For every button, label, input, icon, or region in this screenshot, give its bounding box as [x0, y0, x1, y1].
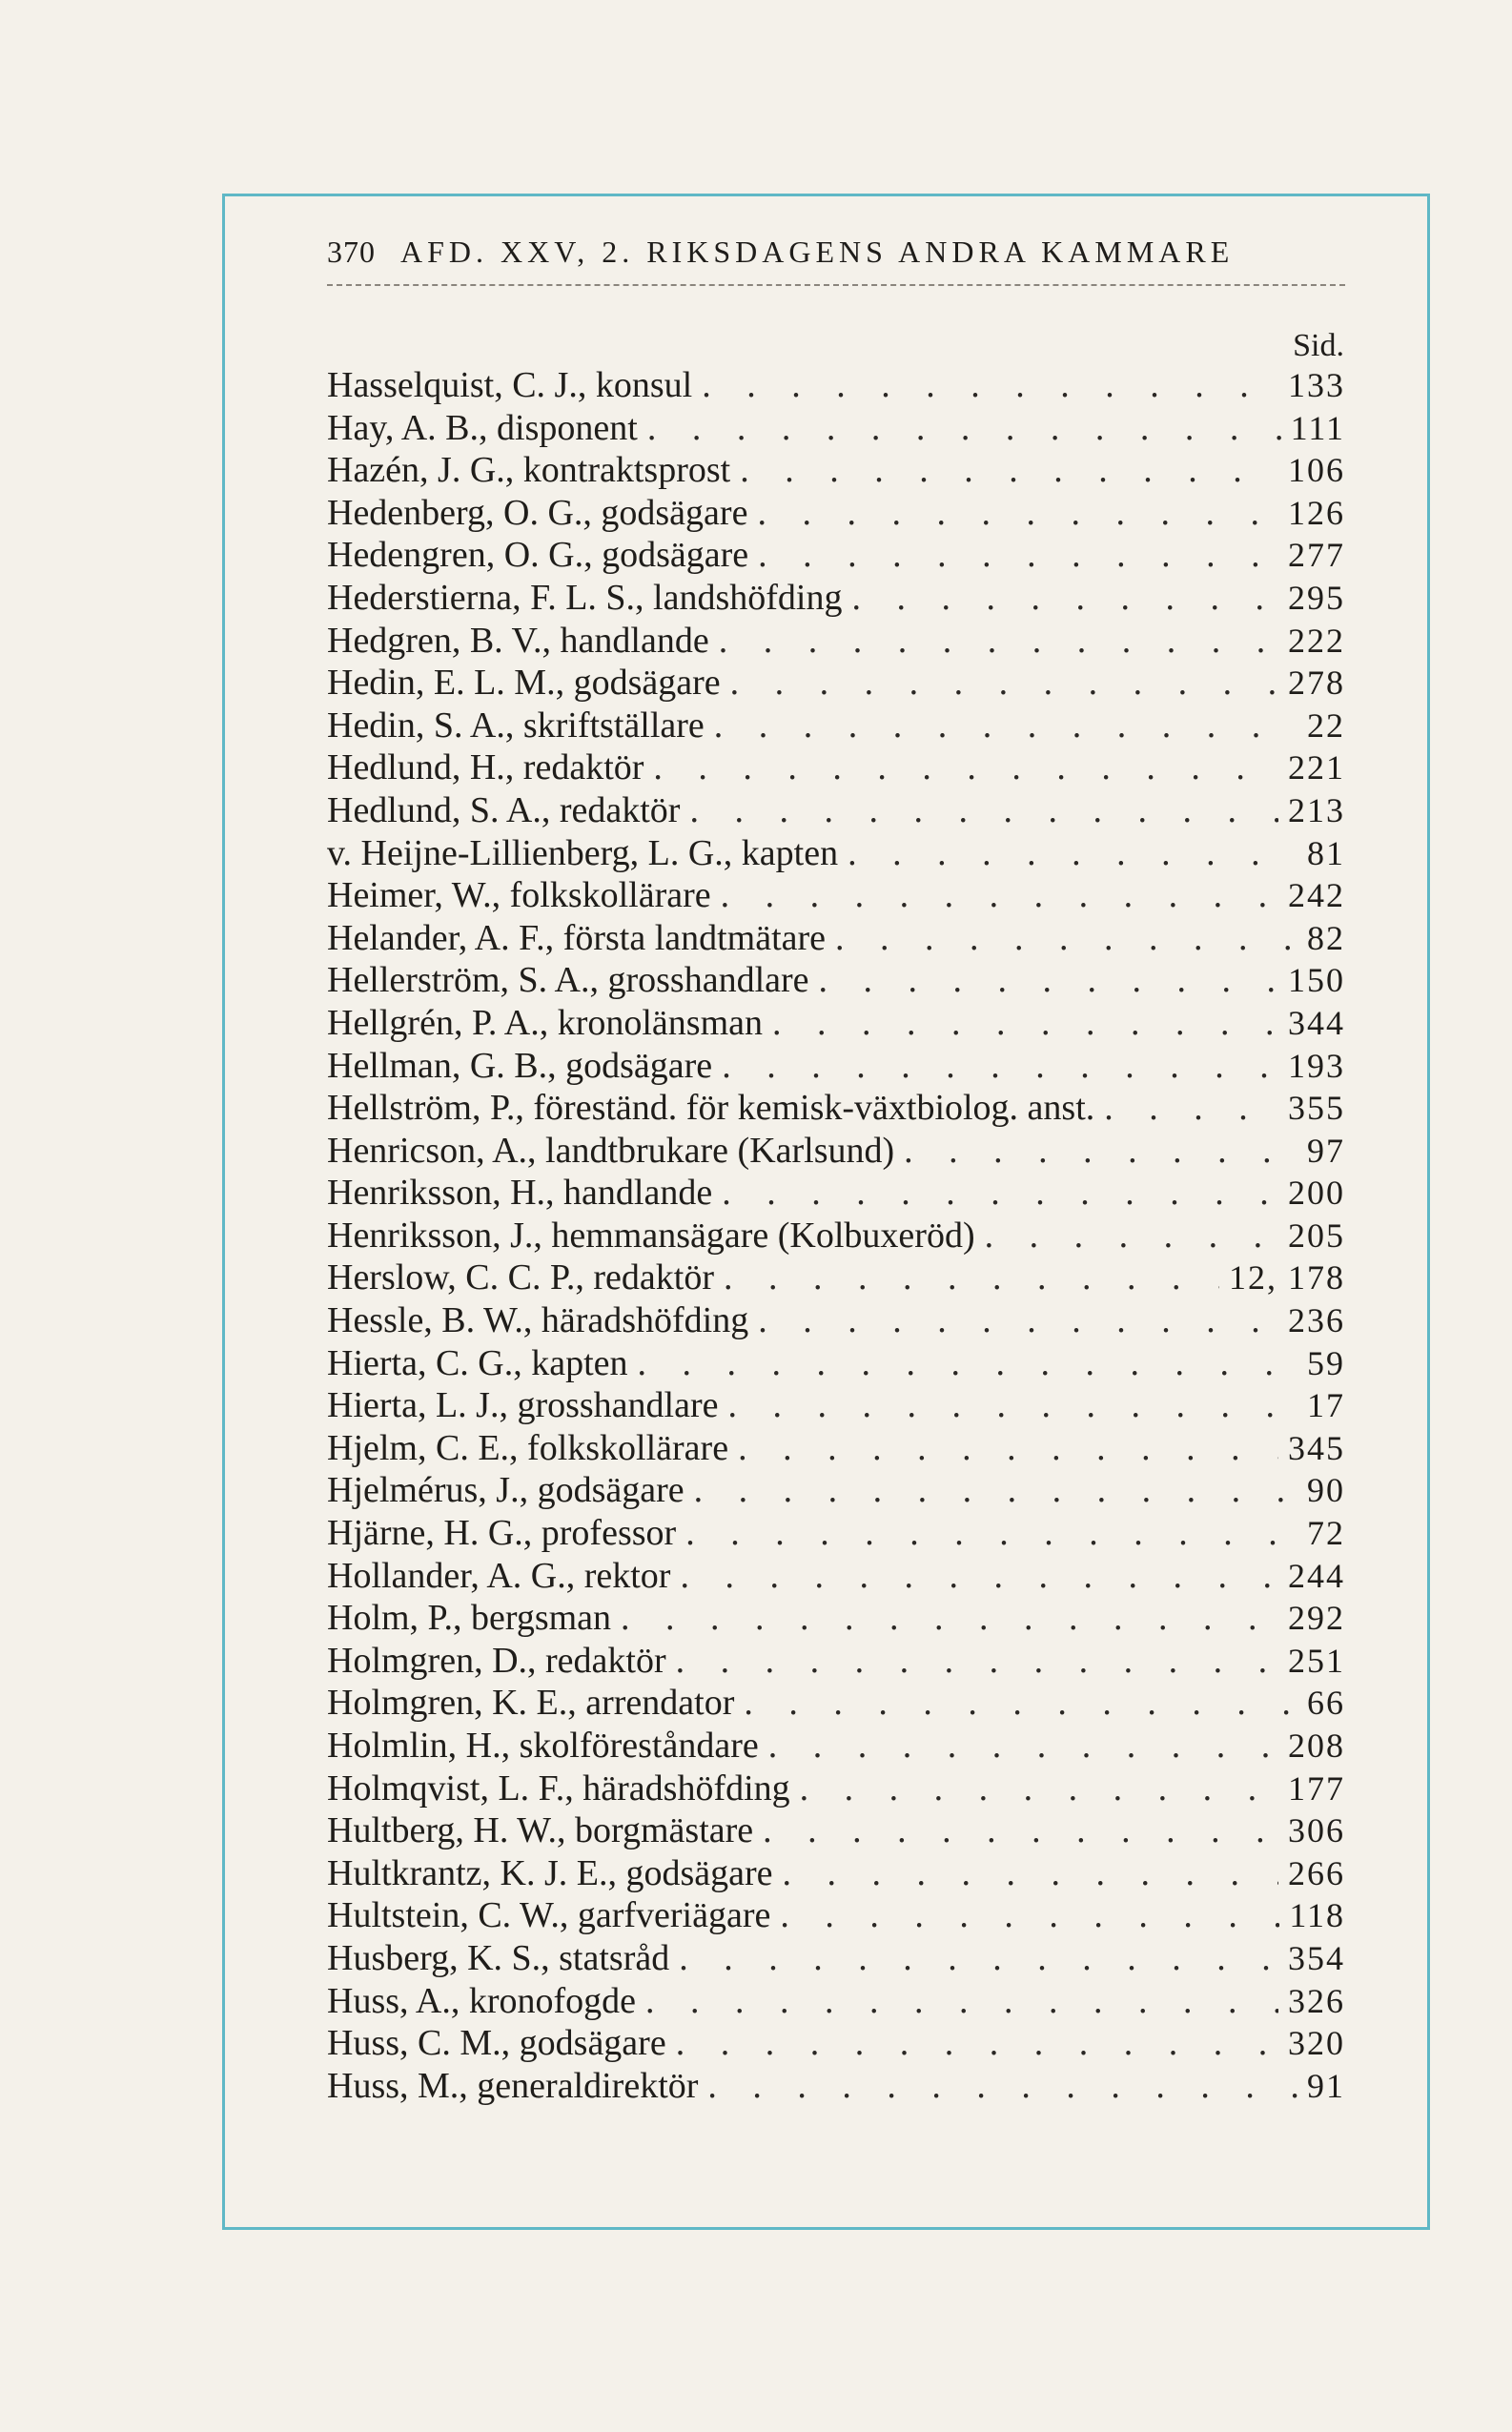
dot-leader	[638, 1342, 1297, 1384]
entry-name: Holmgren, K. E., arrendator	[327, 1683, 735, 1724]
dot-leader	[757, 492, 1278, 534]
index-entry	[327, 874, 1345, 917]
entry-page: 278	[1288, 664, 1345, 703]
index-entry	[327, 959, 1345, 1002]
index-entry	[327, 746, 1345, 789]
entry-page: 244	[1288, 1556, 1345, 1595]
dot-leader	[714, 705, 1297, 746]
entry-page: 354	[1288, 1938, 1345, 1977]
dot-leader	[740, 449, 1278, 491]
entry-name: Henriksson, J., hemmansägare (Kolbuxeröd)	[327, 1215, 975, 1256]
dot-leader	[647, 407, 1281, 449]
index-entry	[327, 1215, 1345, 1257]
index-entry	[327, 1768, 1345, 1810]
entry-name: Hedlund, S. A., redaktör	[327, 789, 681, 830]
dot-leader	[722, 1172, 1278, 1214]
entry-page: 90	[1307, 1471, 1345, 1510]
entry-page: 221	[1288, 748, 1345, 787]
dot-leader	[800, 1768, 1278, 1809]
page-number: 370	[327, 235, 376, 269]
index-entry	[327, 1299, 1345, 1342]
index-entry	[327, 662, 1345, 705]
dot-leader	[730, 662, 1278, 704]
dot-leader	[680, 1555, 1278, 1597]
entry-page: 59	[1307, 1343, 1345, 1382]
dot-leader	[848, 832, 1297, 874]
index-entry	[327, 1342, 1345, 1385]
entry-name: Herslow, C. C. P., redaktör	[327, 1257, 714, 1298]
entry-name: Hellström, P., föreständ. för kemisk-växtbiolog. anst.	[327, 1088, 1095, 1129]
entry-name: Hazén, J. G., kontraktsprost	[327, 450, 731, 491]
entry-name: Huss, A., kronofogde	[327, 1980, 637, 2021]
entry-name: Huss, M., generaldirektör	[327, 2065, 699, 2106]
entry-name: Hultstein, C. W., garfveriägare	[327, 1895, 771, 1936]
index-entry	[327, 1852, 1345, 1895]
entry-name: Hedenberg, O. G., godsägare	[327, 492, 748, 533]
index-entry	[327, 1809, 1345, 1852]
entry-name: Hollander, A. G., rektor	[327, 1555, 671, 1596]
entry-name: Hessle, B. W., häradshöfding	[327, 1300, 749, 1341]
index-entry	[327, 1640, 1345, 1683]
dot-leader	[763, 1809, 1278, 1851]
header-title: AFD. XXV, 2. RIKSDAGENS ANDRA KAMMARE	[400, 235, 1235, 269]
entry-page: 12, 178	[1229, 1258, 1345, 1298]
index-entry	[327, 832, 1345, 875]
dot-leader	[722, 1045, 1278, 1087]
entry-name: Henricson, A., landtbrukare (Karlsund)	[327, 1130, 895, 1171]
entry-page: 106	[1288, 451, 1345, 490]
entry-page: 150	[1288, 961, 1345, 1000]
entry-page: 205	[1288, 1216, 1345, 1255]
index-entry	[327, 1937, 1345, 1980]
entry-name: Hjelmérus, J., godsägare	[327, 1470, 684, 1511]
index-entry	[327, 789, 1345, 832]
index-entry	[327, 2065, 1345, 2108]
entry-name: Holmgren, D., redaktör	[327, 1640, 666, 1681]
index-entry	[327, 1597, 1345, 1640]
index-entry	[327, 1172, 1345, 1215]
dot-leader	[772, 1002, 1278, 1044]
entry-page: 277	[1288, 536, 1345, 575]
entry-name: Hedgren, B. V., handlande	[327, 620, 709, 661]
entry-page: 193	[1288, 1046, 1345, 1085]
entry-page: 17	[1307, 1386, 1345, 1425]
entry-page: 200	[1288, 1174, 1345, 1213]
dot-leader	[744, 1682, 1297, 1724]
index-entry	[327, 705, 1345, 747]
dot-leader	[758, 534, 1278, 576]
entry-name: Hasselquist, C. J., konsul	[327, 365, 693, 405]
dot-leader	[702, 364, 1278, 406]
dot-leader	[679, 1937, 1278, 1979]
entry-name: Hedengren, O. G., godsägare	[327, 535, 749, 576]
index-entry	[327, 577, 1345, 620]
page-column-label: Sid.	[1293, 328, 1344, 363]
index-entry	[327, 1555, 1345, 1598]
entry-page: 344	[1288, 1003, 1345, 1042]
entry-page: 91	[1307, 2066, 1345, 2105]
entry-page: 306	[1288, 1811, 1345, 1850]
dot-leader	[1104, 1087, 1278, 1129]
dot-leader	[707, 2065, 1297, 2107]
entry-name: Hjelm, C. E., folkskollärare	[327, 1427, 729, 1468]
dot-leader	[645, 1980, 1278, 2022]
dot-leader	[758, 1299, 1278, 1341]
entry-page: 320	[1288, 2024, 1345, 2063]
entry-page: 295	[1288, 578, 1345, 617]
entry-name: Holmlin, H., skolföreståndare	[327, 1726, 759, 1766]
dot-leader	[768, 1725, 1278, 1767]
entry-name: Heimer, W., folkskollärare	[327, 875, 711, 916]
dot-leader	[835, 917, 1297, 959]
entry-page: 242	[1288, 876, 1345, 915]
entry-name: Husberg, K. S., statsråd	[327, 1937, 670, 1978]
index-entry	[327, 407, 1345, 450]
index-entry	[327, 1980, 1345, 2023]
index-entry	[327, 364, 1345, 407]
index-entry	[327, 1512, 1345, 1555]
dot-leader	[694, 1469, 1297, 1511]
entry-page: 111	[1290, 408, 1345, 447]
index-entry	[327, 1725, 1345, 1768]
entry-page: 66	[1307, 1684, 1345, 1723]
entry-name: Hjärne, H. G., professor	[327, 1513, 677, 1554]
dot-leader	[738, 1427, 1278, 1469]
entry-name: Henriksson, H., handlande	[327, 1173, 713, 1214]
entry-name: Helander, A. F., första landtmätare	[327, 917, 827, 958]
dot-leader	[676, 1640, 1278, 1682]
index-entry	[327, 492, 1345, 535]
index-list	[327, 364, 1345, 2107]
dot-leader	[780, 1894, 1279, 1936]
index-entry	[327, 1087, 1345, 1130]
index-entry	[327, 1130, 1345, 1173]
entry-name: Hierta, C. G., kapten	[327, 1342, 628, 1383]
entry-name: v. Heijne-Lillienberg, L. G., kapten	[327, 832, 839, 873]
entry-name: Huss, C. M., godsägare	[327, 2023, 666, 2064]
entry-name: Hierta, L. J., grosshandlare	[327, 1385, 719, 1426]
index-entry	[327, 1002, 1345, 1045]
dot-leader	[653, 746, 1278, 788]
entry-page: 97	[1307, 1131, 1345, 1170]
entry-name: Hellgrén, P. A., kronolänsman	[327, 1002, 764, 1043]
dot-leader	[724, 1257, 1219, 1298]
index-entry	[327, 1682, 1345, 1725]
entry-name: Hellman, G. B., godsägare	[327, 1045, 713, 1086]
index-entry	[327, 917, 1345, 960]
entry-name: Hedin, E. L. M., godsägare	[327, 663, 721, 704]
entry-page: 345	[1288, 1428, 1345, 1467]
dot-leader	[783, 1852, 1279, 1894]
entry-page: 326	[1288, 1981, 1345, 2020]
dot-leader	[676, 2022, 1278, 2064]
entry-page: 213	[1288, 790, 1345, 829]
dot-leader	[728, 1384, 1298, 1426]
entry-page: 72	[1307, 1514, 1345, 1553]
entry-page: 251	[1288, 1641, 1345, 1680]
index-entry	[327, 1894, 1345, 1937]
index-entry	[327, 1469, 1345, 1512]
entry-name: Hellerström, S. A., grosshandlare	[327, 960, 809, 1001]
dot-leader	[851, 577, 1278, 619]
dot-leader	[721, 874, 1278, 916]
entry-page: 81	[1307, 833, 1345, 872]
entry-name: Hedin, S. A., skriftställare	[327, 705, 705, 746]
entry-page: 118	[1289, 1896, 1345, 1935]
index-entry	[327, 620, 1345, 663]
entry-name: Hederstierna, F. L. S., landshöfding	[327, 577, 843, 618]
dot-leader	[985, 1215, 1278, 1257]
dot-leader	[719, 620, 1278, 662]
index-entry	[327, 449, 1345, 492]
entry-name: Hay, A. B., disponent	[327, 407, 638, 448]
entry-page: 208	[1288, 1727, 1345, 1765]
entry-page: 22	[1307, 705, 1345, 745]
index-entry	[327, 1257, 1345, 1299]
entry-page: 177	[1288, 1768, 1345, 1808]
entry-name: Holmqvist, L. F., häradshöfding	[327, 1768, 790, 1809]
entry-page: 266	[1288, 1853, 1345, 1892]
dot-leader	[689, 789, 1278, 831]
entry-page: 355	[1288, 1089, 1345, 1128]
dot-leader	[819, 959, 1278, 1001]
entry-page: 236	[1288, 1301, 1345, 1340]
entry-name: Hedlund, H., redaktör	[327, 747, 644, 788]
entry-page: 222	[1288, 621, 1345, 660]
index-entry	[327, 2022, 1345, 2065]
index-entry	[327, 1427, 1345, 1470]
index-entry	[327, 1384, 1345, 1427]
entry-page: 133	[1288, 366, 1345, 404]
entry-page: 82	[1307, 918, 1345, 957]
entry-name: Hultberg, H. W., borgmästare	[327, 1810, 754, 1851]
dot-leader	[685, 1512, 1297, 1554]
entry-name: Holm, P., bergsman	[327, 1598, 612, 1639]
dot-leader	[904, 1130, 1297, 1172]
dot-leader	[621, 1597, 1278, 1639]
index-entry	[327, 534, 1345, 577]
entry-name: Hultkrantz, K. J. E., godsägare	[327, 1852, 773, 1893]
running-header	[327, 235, 1345, 286]
index-entry	[327, 1045, 1345, 1088]
entry-page: 126	[1288, 493, 1345, 532]
entry-page: 292	[1288, 1599, 1345, 1638]
